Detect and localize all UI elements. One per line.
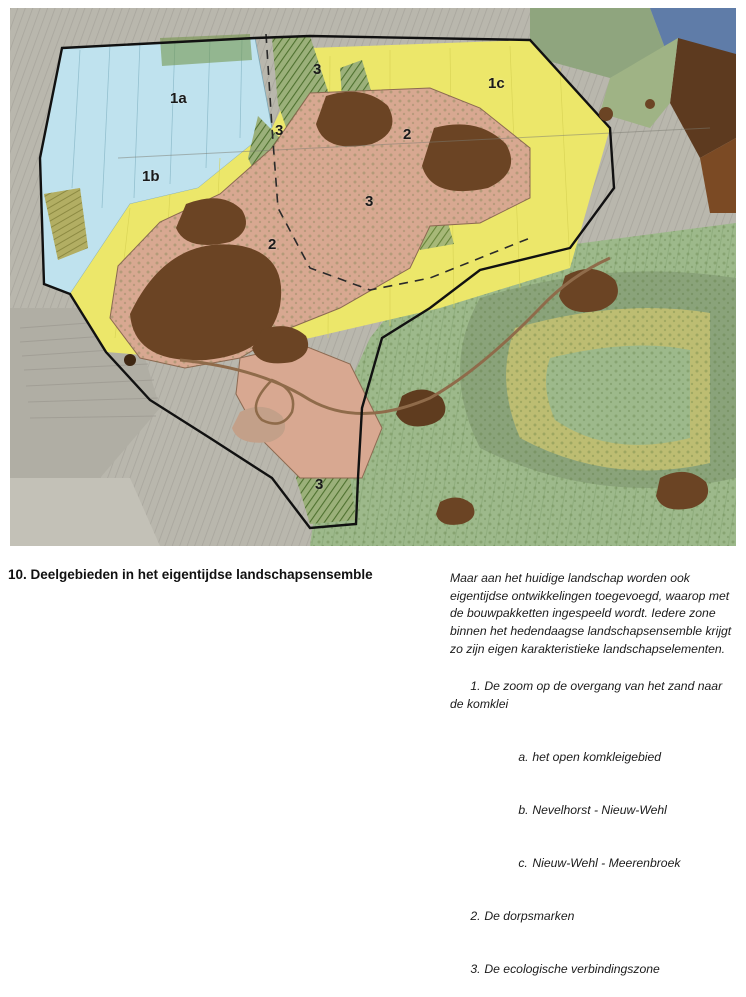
map-label-1b: 1b (142, 168, 160, 185)
legend-item-1c-label: Nieuw-Wehl - Meerenbroek (532, 856, 681, 870)
map-label-2-northeast: 2 (403, 126, 412, 143)
map-label-3-northwest: 3 (275, 122, 284, 139)
legend-item-1-label: De zoom op de overgang van het zand naar de komklei (450, 679, 726, 711)
figure-caption (8, 566, 438, 584)
map-label-3-south: 3 (315, 476, 324, 493)
legend-item-1b-label: Nevelhorst - Nieuw-Wehl (532, 802, 667, 817)
legend-item-1a-label: het open komkleigebied (532, 749, 662, 764)
map-label-3-central: 3 (365, 193, 374, 210)
map-label-1a: 1a (170, 90, 187, 107)
legend-item-1c (498, 837, 738, 890)
map-label-3-north: 3 (313, 61, 322, 78)
legend-panel (450, 570, 738, 997)
legend-item-3-label: De ecologische verbindingszone (484, 962, 660, 977)
legend-item-2-marker: 2. (470, 909, 481, 924)
legend-item-1-marker: 1. (470, 679, 481, 694)
legend-item-1a (498, 731, 738, 784)
map-label-1c: 1c (488, 75, 505, 92)
map-illustration (10, 8, 736, 546)
legend-item-1b (498, 784, 738, 837)
figure-caption-text: 10. Deelgebieden in het eigentijdse landschapsensemble (8, 567, 373, 582)
legend-item-1c-marker: c. (518, 856, 528, 870)
legend-item-1 (450, 660, 738, 731)
map-label-2-central: 2 (268, 236, 277, 253)
legend-item-1b-marker: b. (518, 802, 529, 817)
legend-intro-text: Maar aan het huidige landschap worden ook eigentijdse ontwikkelingen toegevoegd, waarop met de bouwpakketten ingespeeld wordt. Iedere zone binnen het hedendaagse landschapsensemble krijgt zo zijn eigen karakteristieke landschapselementen. (450, 571, 732, 656)
legend-item-2 (450, 890, 738, 943)
legend-item-2-label: De dorpsmarken (484, 909, 575, 924)
legend-item-1a-marker: a. (518, 749, 529, 764)
legend-item-3 (450, 943, 738, 996)
map-figure (10, 8, 736, 546)
legend-item-3-marker: 3. (470, 962, 481, 977)
